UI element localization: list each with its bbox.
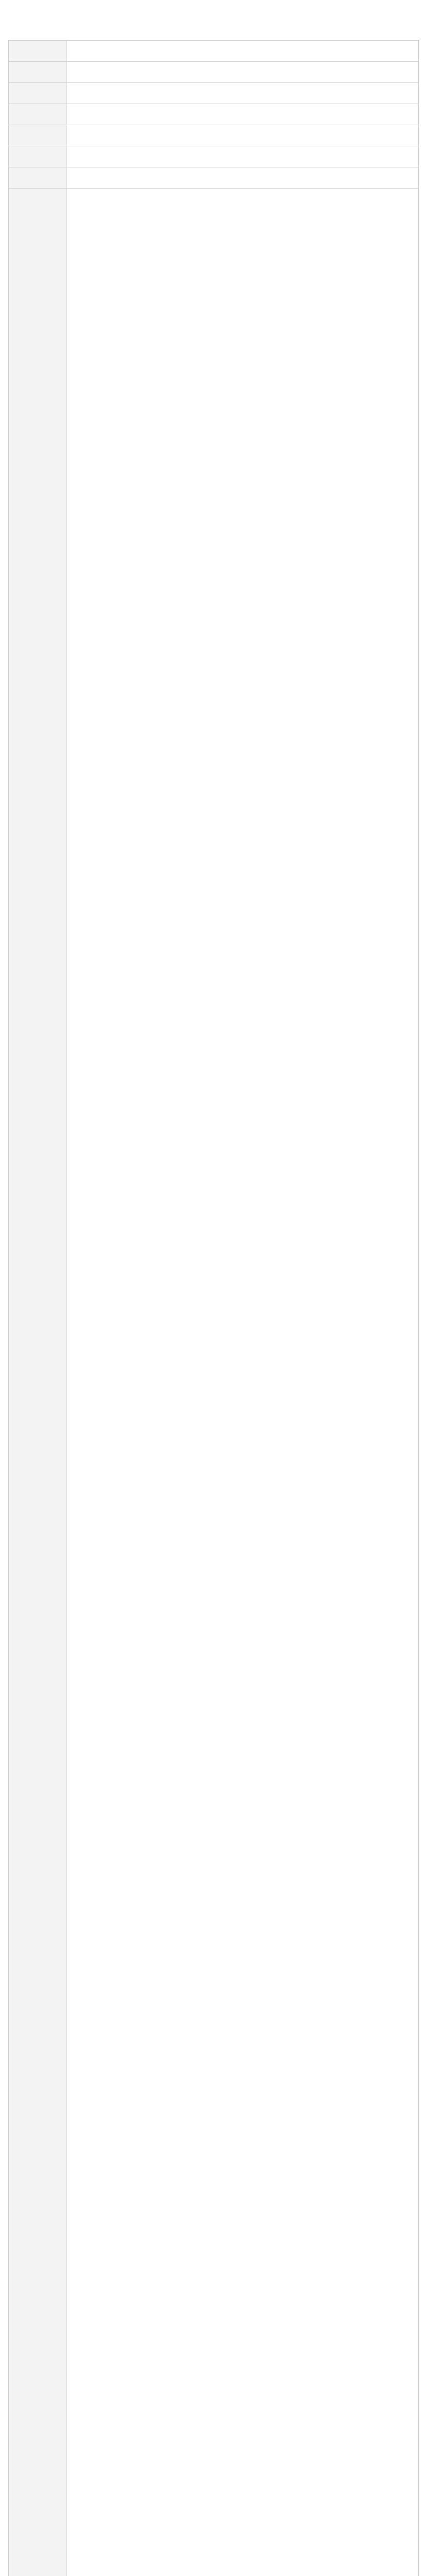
row-label [9,125,67,146]
table-row [9,41,419,62]
row-label [9,41,67,62]
row-label [9,62,67,83]
row-value [67,62,419,83]
row-value [67,104,419,125]
table-row [9,167,419,189]
description-value [67,189,419,2576]
row-value [67,125,419,146]
table-row [9,62,419,83]
row-value [67,146,419,167]
page-title [8,10,419,25]
table-row [9,146,419,167]
description-row [9,189,419,2576]
row-label [9,104,67,125]
row-value [67,83,419,104]
page-meta [8,27,419,35]
row-label [9,83,67,104]
description-label [9,189,67,2576]
table-row [9,104,419,125]
row-label [9,146,67,167]
row-value [67,41,419,62]
row-value [67,167,419,189]
table-row [9,125,419,146]
table-row [9,83,419,104]
project-info-table [8,40,419,2576]
row-label [9,167,67,189]
